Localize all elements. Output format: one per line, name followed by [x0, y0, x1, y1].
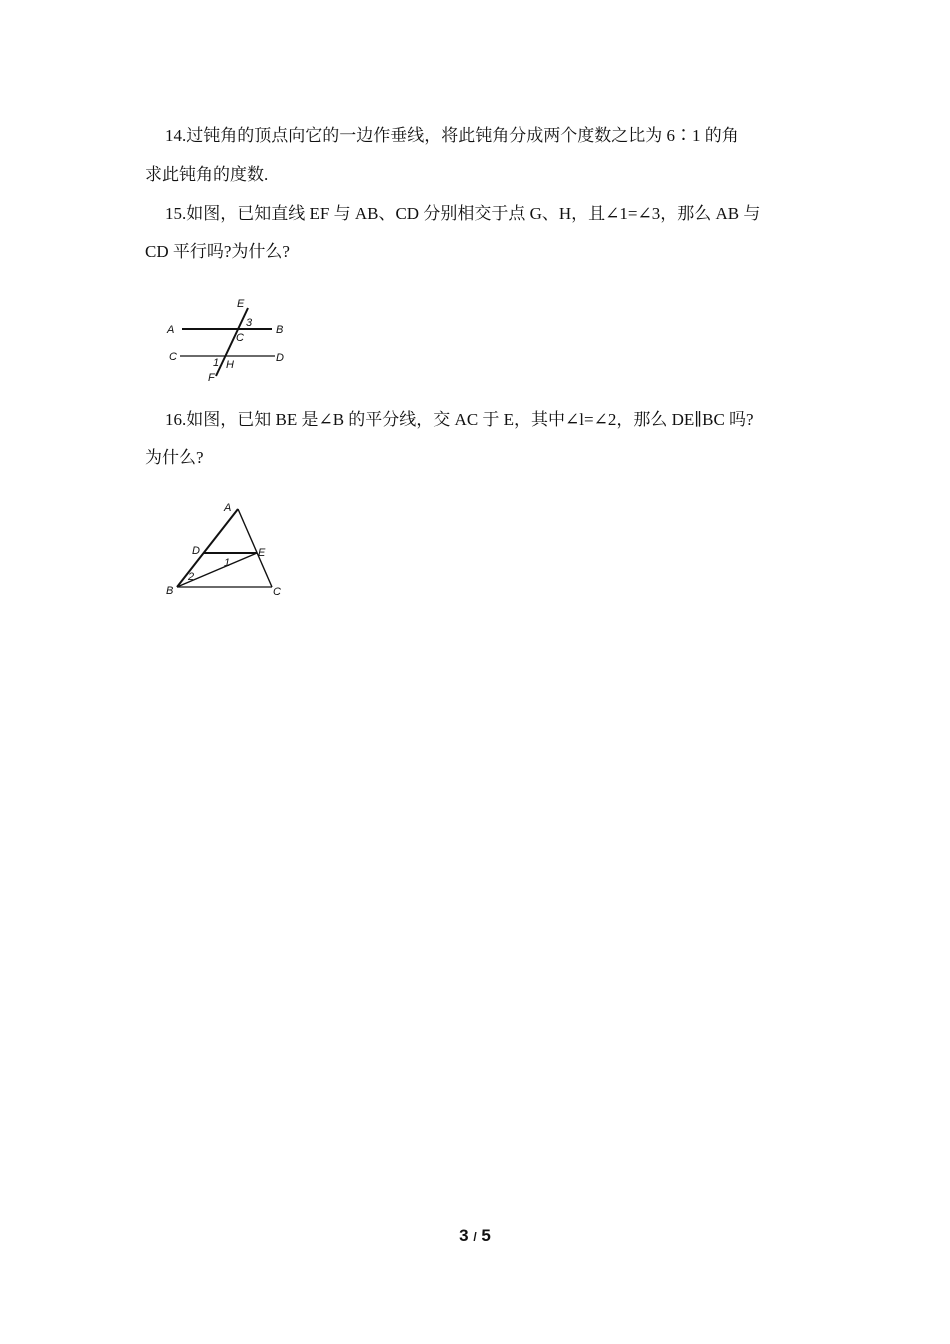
label-e: E [237, 298, 245, 310]
q16-line-2: 为什么? [145, 448, 204, 467]
label-h: H [226, 359, 234, 371]
label-e: E [258, 547, 266, 559]
q15-parallel-lines-figure [160, 290, 300, 386]
label-d: D [192, 545, 200, 557]
label-d: D [276, 352, 284, 364]
side-ac [238, 509, 272, 587]
page-separator: / [473, 1230, 477, 1244]
q15-line-1: 15.如图，已知直线 EF 与 AB、CD 分别相交于点 G、H，且∠1=∠3，那么 AB 与 [165, 204, 761, 223]
label-b: B [166, 585, 174, 597]
label-3: 3 [246, 317, 253, 329]
label-1: 1 [224, 557, 231, 569]
label-a: A [167, 324, 175, 336]
page-number [0, 1226, 950, 1246]
current-page: 3 [459, 1226, 469, 1245]
q16-line-1: 16.如图，已知 BE 是∠B 的平分线，交 AC 于 E，其中∠l=∠2，那么 DE∥BC 吗? [165, 410, 754, 429]
total-pages: 5 [481, 1226, 491, 1245]
label-c: C [169, 351, 177, 363]
q16-triangle-figure [160, 495, 290, 605]
label-b: B [276, 324, 284, 336]
q15-line-2: CD 平行吗?为什么? [145, 242, 290, 261]
label-a: A [224, 502, 232, 514]
label-f: F [208, 372, 215, 384]
label-2: 2 [188, 571, 195, 583]
side-ab [177, 509, 238, 587]
q14-line-2: 求此钝角的度数. [145, 165, 269, 184]
label-c-intersection: C [236, 332, 244, 344]
q14-line-1: 14.过钝角的顶点向它的一边作垂线，将此钝角分成两个度数之比为 6∶1 的角 [165, 126, 739, 145]
label-1: 1 [213, 357, 220, 369]
label-c: C [273, 586, 281, 598]
